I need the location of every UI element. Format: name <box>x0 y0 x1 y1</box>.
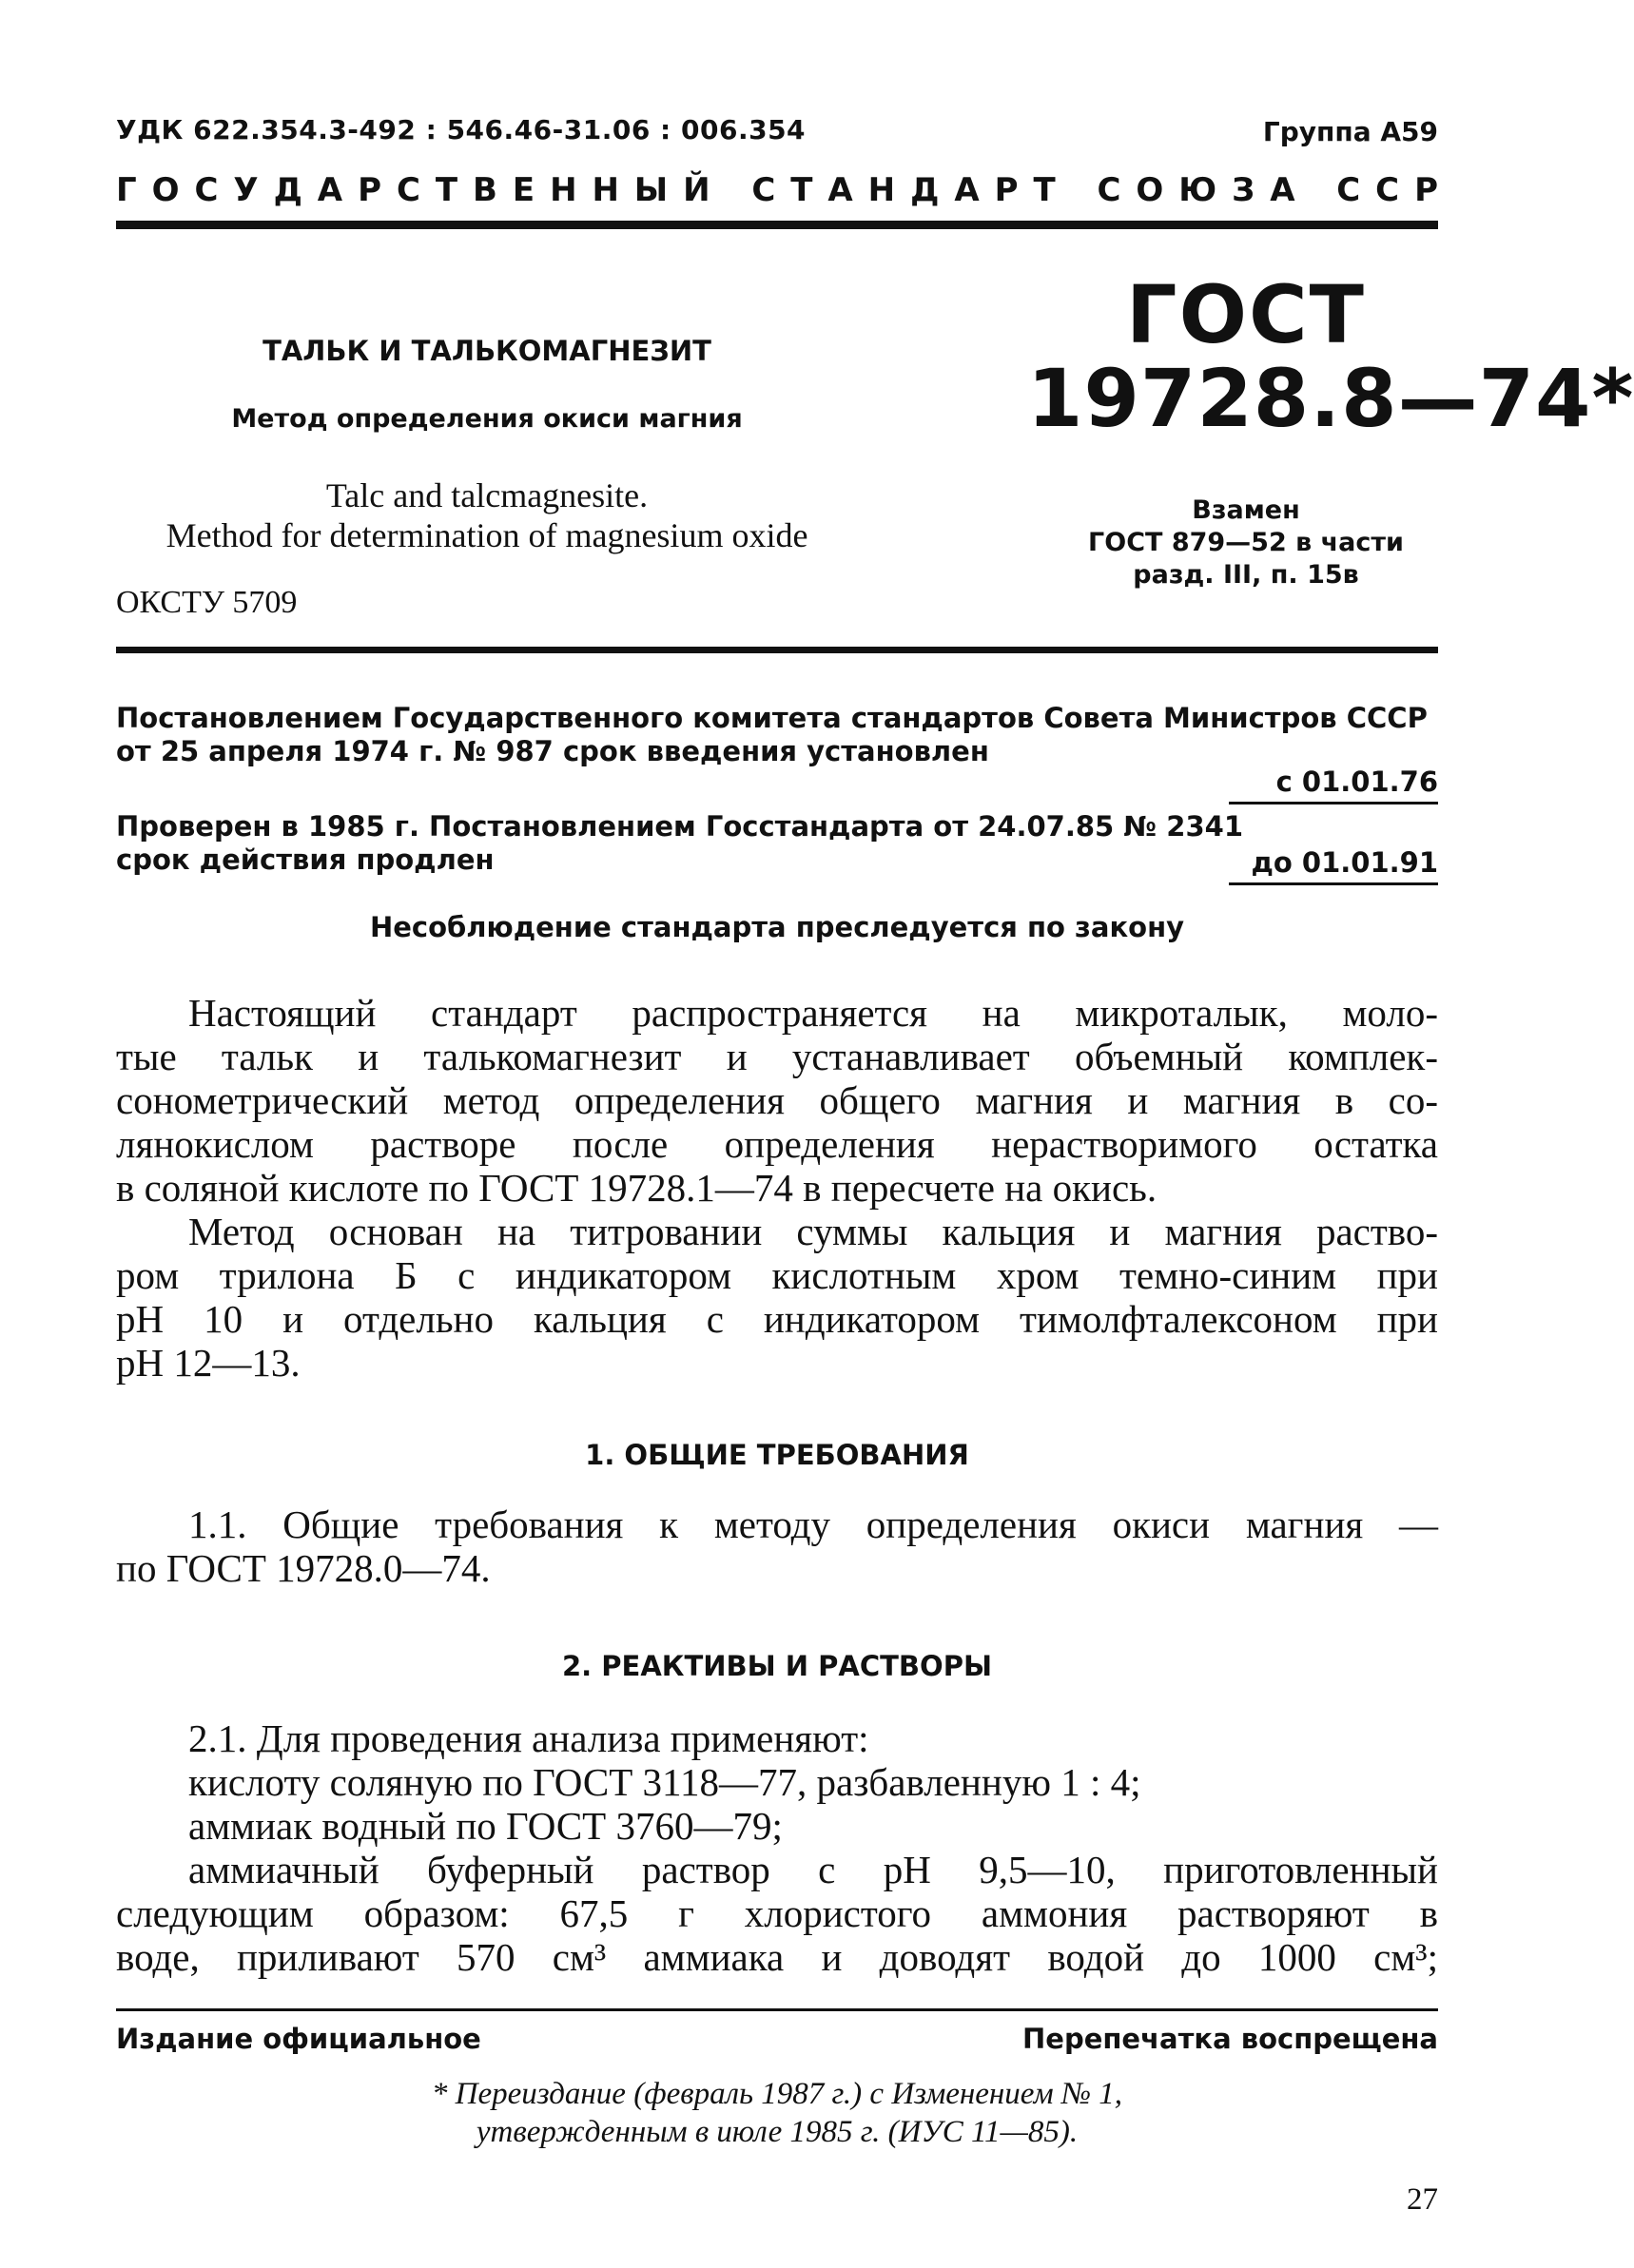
decree-line: от 25 апреля 1974 г. № 987 срок введения установлен <box>116 735 989 767</box>
enforcement-note: Несоблюдение стандарта преследуется по закону <box>369 911 1185 943</box>
document-title: ТАЛЬК И ТАЛЬКОМАГНЕЗИТ <box>263 335 711 367</box>
text-line: следующим образом: 67,5 г хлористого аммония растворяют в <box>116 1891 1438 1935</box>
section-heading-2: 2. РЕАКТИВЫ И РАСТВОРЫ <box>562 1650 992 1682</box>
revision-line: Проверен в 1985 г. Постановлением Госстандарта от 24.07.85 № 2341 <box>116 810 1244 843</box>
text-line: 2.1. Для проведения анализа применяют: <box>188 1716 869 1760</box>
banner-letter: Е <box>512 171 535 209</box>
english-title-line: Method for determination of magnesium oxide <box>165 516 808 554</box>
replaces-note <box>1041 494 1450 591</box>
banner-letter: С <box>194 171 219 209</box>
banner-letter: Ю <box>1178 171 1217 209</box>
banner-gap <box>726 171 737 209</box>
intro-paragraph-1 <box>116 991 1438 1210</box>
introduction-date: с 01.01.76 <box>1229 766 1438 804</box>
banner-letter: С <box>1375 171 1400 209</box>
text-line: аммиачный буферный раствор с pH 9,5—10, приготовленный <box>188 1848 1438 1891</box>
text-line: по ГОСТ 19728.0—74. <box>116 1546 491 1590</box>
okstu-code: ОКСТУ 5709 <box>116 585 298 620</box>
text-line: ром трилона Б с индикатором кислотным хром темно-синим при <box>116 1253 1438 1297</box>
banner-letter: Н <box>592 171 619 209</box>
footer-rule <box>116 2008 1438 2011</box>
intro-paragraph-2 <box>116 1210 1438 1385</box>
banner-gap <box>1071 171 1082 209</box>
replaces-line: ГОСТ 879—52 в части <box>1088 528 1404 557</box>
validity-date: до 01.01.91 <box>1229 846 1438 885</box>
clause-2-1 <box>116 1716 1438 1979</box>
note-line: утвержденным в июле 1985 г. (ИУС 11—85). <box>476 2115 1079 2149</box>
banner-letter: Н <box>867 171 896 209</box>
decree-text <box>116 702 1428 768</box>
banner-letter: С <box>1097 171 1121 209</box>
page-number: 27 <box>1407 2182 1438 2217</box>
banner-letter: А <box>1270 171 1295 209</box>
english-title-line: Talc and talcmagnesite. <box>325 476 649 514</box>
document-subtitle: Метод определения окиси магния <box>231 404 743 434</box>
text-line: воде, приливают 570 см³ аммиака и доводят водой до 1000 см³; <box>116 1935 1438 1979</box>
banner-letter: О <box>151 171 180 209</box>
banner-letter: Й <box>683 171 710 209</box>
title-thick-rule <box>116 647 1438 653</box>
banner-letter: Т <box>790 171 813 209</box>
banner-letter: Т <box>435 171 458 209</box>
udc-code: УДК 622.354.3-492 : 546.46-31.06 : 006.354 <box>116 114 807 145</box>
banner-letter: В <box>473 171 497 209</box>
state-standard-banner <box>116 171 1438 209</box>
text-line: Метод основан на титровании суммы кальция и магния раство- <box>188 1210 1438 1253</box>
text-line: кислоту соляную по ГОСТ 3118—77, разбавленную 1 : 4; <box>188 1760 1141 1804</box>
banner-letter: А <box>317 171 343 209</box>
banner-letter: Р <box>994 171 1019 209</box>
banner-letter: Д <box>273 171 302 209</box>
banner-letter: С <box>1336 171 1361 209</box>
note-line: * Переиздание (февраль 1987 г.) с Изменением № 1, <box>431 2077 1123 2111</box>
text-line: 1.1. Общие требования к методу определения окиси магния — <box>188 1502 1438 1546</box>
reprint-prohibited-label: Перепечатка воспрещена <box>1022 2023 1438 2055</box>
clause-1-1 <box>116 1502 1438 1590</box>
section-heading-1: 1. ОБЩИЕ ТРЕБОВАНИЯ <box>585 1439 969 1471</box>
text-line: сонометрический метод определения общего магния и магния в со- <box>116 1078 1438 1122</box>
gost-number: 19728.8—74* <box>1027 352 1634 445</box>
text-line: в соляной кислоте по ГОСТ 19728.1—74 в пересчете на окись. <box>116 1166 1157 1210</box>
banner-letter: Р <box>358 171 381 209</box>
banner-letter: З <box>1232 171 1255 209</box>
banner-letter: Р <box>1414 171 1438 209</box>
revision-line: срок действия продлен <box>116 843 495 876</box>
header-thick-rule <box>116 221 1438 229</box>
revision-text <box>116 810 1243 877</box>
banner-letter: Н <box>550 171 577 209</box>
text-line: аммиак водный по ГОСТ 3760—79; <box>188 1804 783 1848</box>
banner-letter: С <box>396 171 420 209</box>
text-line: Настоящий стандарт распространяется на микроталык, моло- <box>188 991 1438 1035</box>
gost-label: ГОСТ <box>1126 268 1366 361</box>
reissue-note <box>116 2075 1438 2151</box>
banner-letter: Ы <box>633 171 669 209</box>
banner-letter: Д <box>910 171 940 209</box>
text-line: pH 12—13. <box>116 1341 301 1385</box>
group-code: Группа А59 <box>1262 116 1438 147</box>
banner-letter: А <box>827 171 853 209</box>
banner-letter: У <box>233 171 259 209</box>
banner-gap <box>1310 171 1321 209</box>
banner-letter: Т <box>1033 171 1056 209</box>
banner-letter: С <box>751 171 776 209</box>
text-line: лянокислом растворе после определения нерастворимого остатка <box>116 1122 1438 1166</box>
replaces-line: Взамен <box>1192 495 1300 525</box>
banner-letter: А <box>954 171 980 209</box>
banner-letter: Г <box>116 171 137 209</box>
banner-letter: О <box>1136 171 1164 209</box>
text-line: pH 10 и отдельно кальция с индикатором тимолфталексоном при <box>116 1297 1438 1341</box>
official-edition-label: Издание официальное <box>116 2023 481 2055</box>
english-title <box>116 475 858 555</box>
replaces-line: разд. III, п. 15в <box>1133 560 1359 590</box>
decree-line: Постановлением Государственного комитета стандартов Совета Министров СССР <box>116 702 1428 734</box>
text-line: тые тальк и талькомагнезит и устанавливает объемный комплек- <box>116 1035 1438 1078</box>
